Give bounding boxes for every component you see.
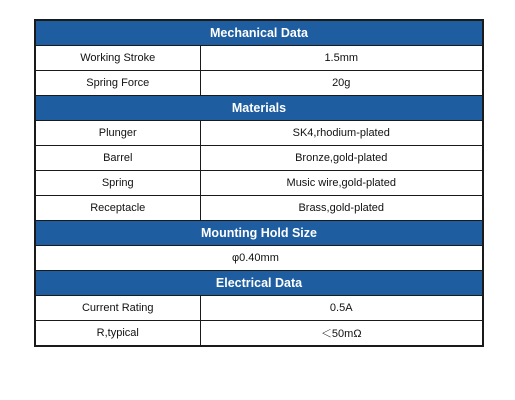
row-label-r-typical: R,typical	[35, 321, 200, 347]
table-row	[35, 196, 483, 221]
row-value-barrel: Bronze,gold-plated	[200, 146, 483, 171]
table-row	[35, 46, 483, 71]
row-value-mounting-hold-size: φ0.40mm	[35, 246, 483, 271]
section-header-row	[35, 221, 483, 246]
row-label-spring-force: Spring Force	[35, 71, 200, 96]
section-header-electrical-data: Electrical Data	[35, 271, 483, 296]
row-value-spring: Music wire,gold-plated	[200, 171, 483, 196]
section-header-row	[35, 20, 483, 46]
row-label-current-rating: Current Rating	[35, 296, 200, 321]
table-row	[35, 146, 483, 171]
section-header-row	[35, 96, 483, 121]
row-label-receptacle: Receptacle	[35, 196, 200, 221]
row-label-plunger: Plunger	[35, 121, 200, 146]
table-row	[35, 296, 483, 321]
section-header-materials: Materials	[35, 96, 483, 121]
section-header-mechanical-data: Mechanical Data	[35, 20, 483, 46]
row-value-r-typical: ＜50mΩ	[200, 321, 483, 347]
row-value-working-stroke: 1.5mm	[200, 46, 483, 71]
table-row	[35, 321, 483, 347]
row-value-spring-force: 20g	[200, 71, 483, 96]
row-label-working-stroke: Working Stroke	[35, 46, 200, 71]
section-header-row	[35, 271, 483, 296]
row-label-spring: Spring	[35, 171, 200, 196]
section-header-mounting-hold-size: Mounting Hold Size	[35, 221, 483, 246]
row-value-current-rating: 0.5A	[200, 296, 483, 321]
specification-table	[34, 19, 484, 347]
table-row	[35, 171, 483, 196]
row-value-receptacle: Brass,gold-plated	[200, 196, 483, 221]
table-row	[35, 121, 483, 146]
row-value-plunger: SK4,rhodium-plated	[200, 121, 483, 146]
row-label-barrel: Barrel	[35, 146, 200, 171]
table-row	[35, 246, 483, 271]
table-row	[35, 71, 483, 96]
